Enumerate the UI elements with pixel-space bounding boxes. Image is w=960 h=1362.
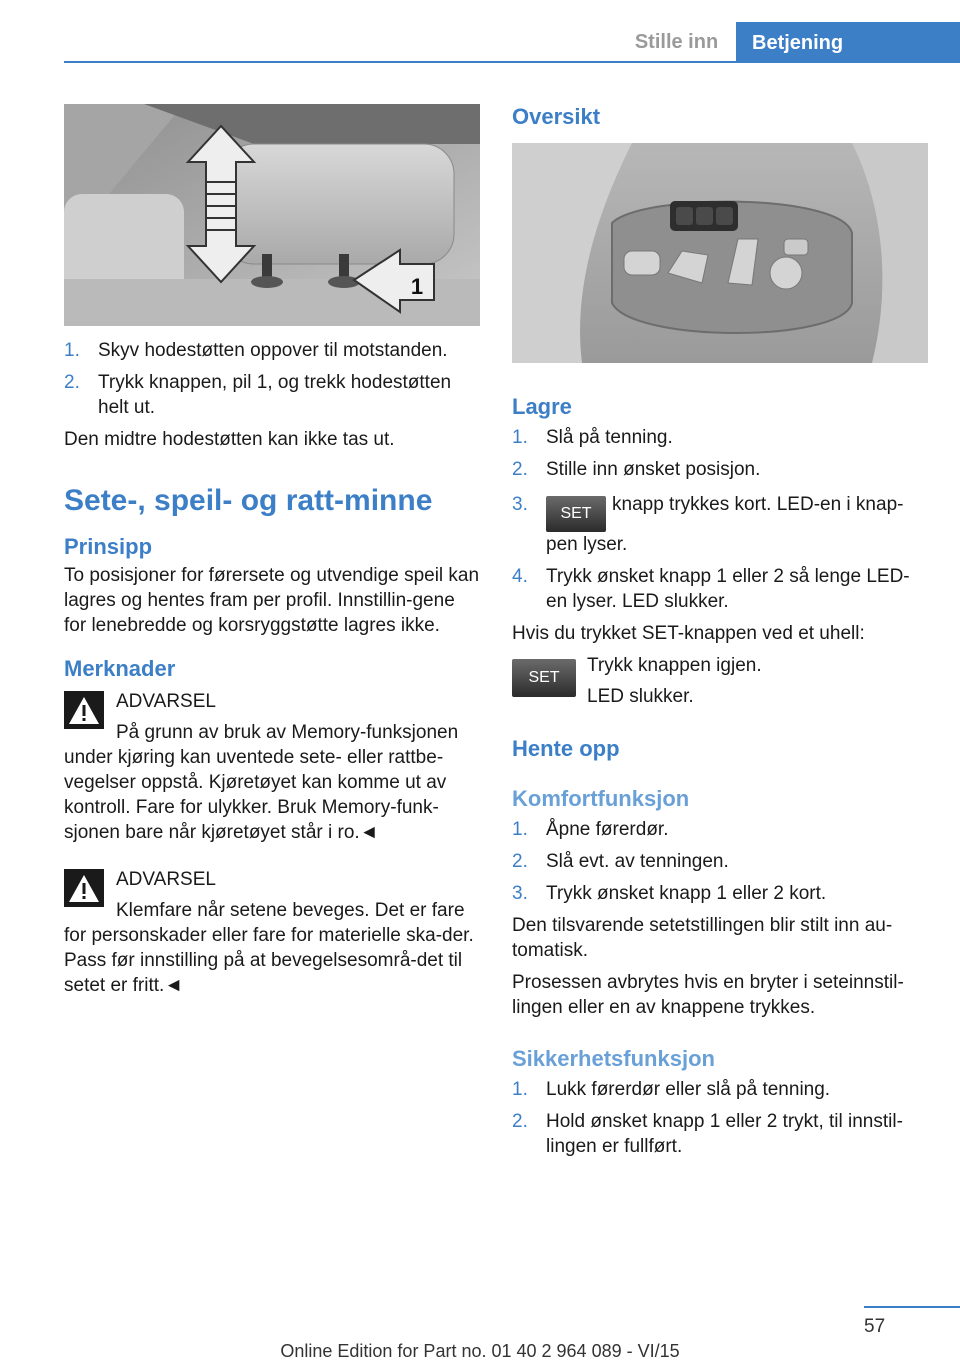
warning-block bbox=[64, 867, 480, 998]
warning-block bbox=[64, 689, 480, 845]
set-reset-block bbox=[512, 653, 928, 719]
warning-label: ADVARSEL bbox=[116, 869, 216, 890]
sikker-heading: Sikkerhetsfunksjon bbox=[512, 1046, 715, 1071]
steps-list-lagre bbox=[512, 425, 928, 614]
header-rule bbox=[64, 61, 960, 63]
list-number: 2. bbox=[64, 372, 80, 393]
steps-list-sikker bbox=[512, 1077, 928, 1159]
list-number: 1. bbox=[64, 340, 80, 361]
list-number: 3. bbox=[512, 494, 528, 515]
list-item bbox=[512, 1077, 928, 1102]
list-item bbox=[64, 370, 480, 420]
list-text: Slå evt. av tenningen. bbox=[546, 851, 729, 872]
headrest-illustration bbox=[64, 104, 480, 326]
left-column bbox=[64, 104, 480, 998]
list-item bbox=[512, 1109, 928, 1159]
list-number: 1. bbox=[512, 427, 528, 448]
list-item bbox=[512, 881, 928, 906]
warning-text: Klemfare når setene beveges. Det er fare for personskader eller fare for materielle ska-der. Pass før innstilling på at bevegelsesområ-det til setet er fritt.◄ bbox=[64, 900, 474, 996]
list-item bbox=[512, 425, 928, 450]
lagre-heading: Lagre bbox=[512, 394, 572, 419]
list-number: 3. bbox=[512, 883, 528, 904]
oversikt-heading: Oversikt bbox=[512, 104, 601, 129]
page-number: 57 bbox=[864, 1316, 886, 1337]
komfort-paragraph: Den tilsvarende setetstillingen blir stilt inn au-tomatisk. bbox=[512, 915, 893, 961]
warning-text: På grunn av bruk av Memory-funksjonen under kjøring kan uventede sete- eller rattbe-vegelser oppstå. Kjøretøyet kan komme ut av kontroll. Fare for ulykker. Bruk Memory-funk-sjonen bare når kjøretøyet står i ro.◄ bbox=[64, 722, 459, 843]
prinsipp-heading: Prinsipp bbox=[64, 534, 153, 559]
arrow-number-label: 1 bbox=[410, 274, 424, 299]
list-item bbox=[512, 564, 928, 614]
online-edition-text: Online Edition for Part no. 01 40 2 964 089 - VI/15 bbox=[280, 1341, 680, 1361]
list-text: Hold ønsket knapp 1 eller 2 trykt, til innstil-lingen er fullført. bbox=[546, 1111, 903, 1157]
list-number: 1. bbox=[512, 819, 528, 840]
list-text: knapp trykkes kort. LED-en i knap-pen lyser. bbox=[546, 494, 904, 555]
list-text: Slå på tenning. bbox=[546, 427, 673, 448]
headrest-note: Den midtre hodestøtten kan ikke tas ut. bbox=[64, 429, 395, 450]
list-text: Skyv hodestøtten oppover til motstanden. bbox=[98, 340, 448, 361]
right-column bbox=[512, 100, 928, 1166]
list-text: Åpne førerdør. bbox=[546, 819, 669, 840]
list-item bbox=[512, 817, 928, 842]
set-button-icon: SET bbox=[546, 496, 606, 532]
header-chapter-tab: Betjening bbox=[736, 22, 960, 63]
uhell-line1: Trykk knappen igjen. bbox=[587, 655, 762, 676]
list-text: Trykk ønsket knapp 1 eller 2 så lenge LED-en lyser. LED slukker. bbox=[546, 566, 910, 612]
list-number: 1. bbox=[512, 1079, 528, 1100]
uhell-line2: LED slukker. bbox=[587, 686, 694, 707]
header-section-tab: Stille inn bbox=[634, 31, 719, 53]
section-title: Sete-, speil- og ratt-minne bbox=[64, 484, 433, 517]
list-item bbox=[64, 338, 480, 363]
steps-list-komfort bbox=[512, 817, 928, 906]
seat-controls-photo bbox=[512, 143, 928, 363]
komfort-paragraph: Prosessen avbrytes hvis en bryter i seteinnstil-lingen eller en av knappene trykkes. bbox=[512, 972, 904, 1018]
warning-triangle-icon bbox=[64, 691, 104, 729]
list-item bbox=[512, 457, 928, 482]
list-item bbox=[512, 849, 928, 874]
footer-rule bbox=[864, 1306, 960, 1308]
steps-list-headrest bbox=[64, 338, 480, 420]
list-text: Lukk førerdør eller slå på tenning. bbox=[546, 1079, 831, 1100]
list-number: 2. bbox=[512, 459, 528, 480]
warning-triangle-icon bbox=[64, 869, 104, 907]
prinsipp-text: To posisjoner for førersete og utvendige speil kan lagres og hentes fram per profil. Innstillin-gene for lenebredde og korsryggstøtte lagres ikke. bbox=[64, 565, 480, 636]
set-button-icon: SET bbox=[512, 659, 576, 697]
list-text: Stille inn ønsket posisjon. bbox=[546, 459, 761, 480]
hente-heading: Hente opp bbox=[512, 736, 620, 761]
komfort-heading: Komfortfunksjon bbox=[512, 786, 690, 811]
merknader-heading: Merknader bbox=[64, 656, 176, 681]
list-text: Trykk knappen, pil 1, og trekk hodestøtten helt ut. bbox=[98, 372, 452, 418]
uhell-text: Hvis du trykket SET-knappen ved et uhell: bbox=[512, 623, 865, 644]
list-item bbox=[512, 492, 928, 557]
list-number: 4. bbox=[512, 566, 528, 587]
warning-label: ADVARSEL bbox=[116, 691, 216, 712]
list-number: 2. bbox=[512, 1111, 528, 1132]
list-number: 2. bbox=[512, 851, 528, 872]
list-text: Trykk ønsket knapp 1 eller 2 kort. bbox=[546, 883, 827, 904]
